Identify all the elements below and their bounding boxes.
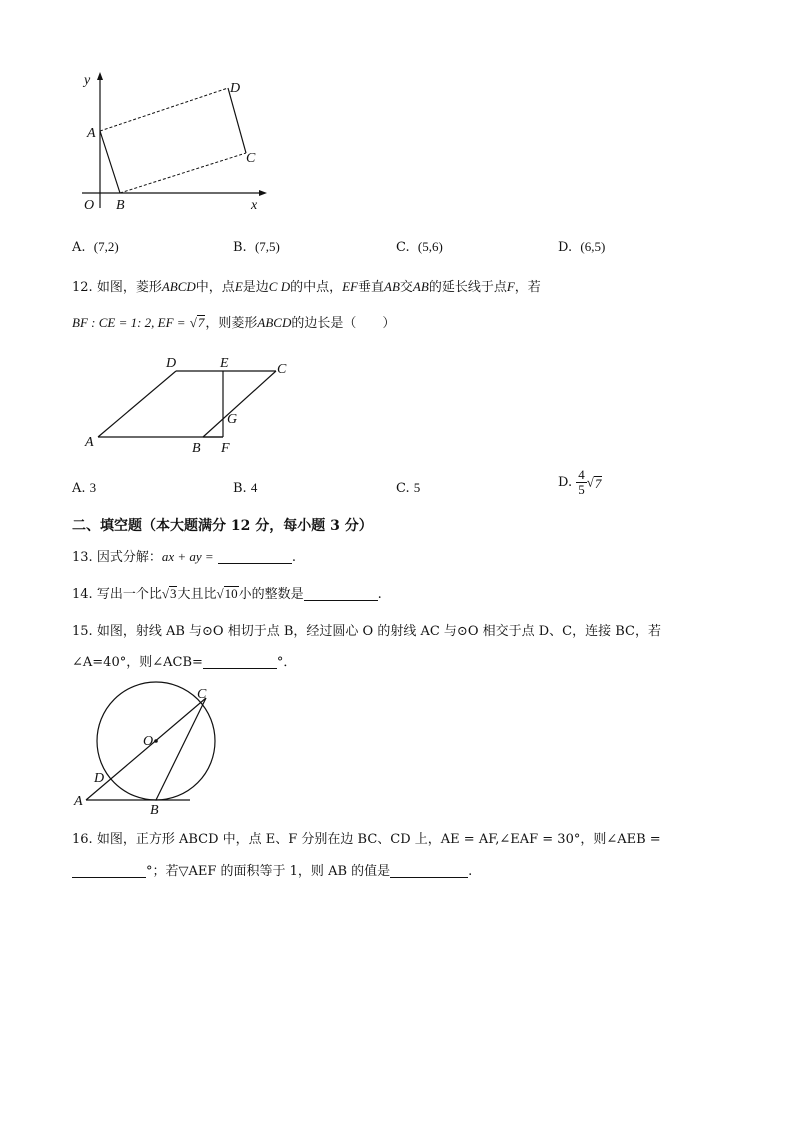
- label-c: C: [197, 687, 207, 702]
- end-punct: .: [291, 550, 296, 565]
- label-a: A: [87, 126, 96, 141]
- q12-text: ABCD: [161, 279, 196, 294]
- label-c: C: [277, 362, 287, 377]
- question-number: 13.: [72, 550, 93, 565]
- sqrt-radicand: 3: [169, 586, 177, 601]
- q16-line1: [72, 828, 661, 847]
- sqrt-sign: √: [586, 474, 594, 490]
- label-f: F: [221, 441, 230, 456]
- q12-text: EF: [342, 279, 358, 294]
- q15-circle-figure: [70, 678, 230, 818]
- q11-option-b[interactable]: [233, 239, 280, 255]
- center-dot: [154, 739, 158, 743]
- q13-expression: ax + ay =: [161, 549, 214, 564]
- sqrt-sign: √: [216, 586, 224, 601]
- question-number: 12.: [72, 280, 93, 295]
- segment-bc: [156, 698, 206, 800]
- option-value: (6,5): [580, 239, 606, 254]
- label-g: G: [227, 412, 238, 427]
- label-b: B: [116, 198, 125, 213]
- question-number: 14.: [72, 587, 93, 602]
- q12-text: 垂直: [358, 280, 385, 295]
- q12-text: E: [234, 279, 243, 294]
- sqrt-sign: √: [161, 586, 169, 601]
- segment-bc: [120, 153, 246, 193]
- option-letter: C.: [396, 481, 410, 496]
- option-value: 4: [250, 480, 258, 495]
- segment-cb: [203, 371, 276, 437]
- label-a: A: [74, 794, 83, 809]
- q14-text: 写出一个比: [96, 587, 162, 602]
- q12-text: 是边: [242, 280, 269, 295]
- x-axis-arrow: [259, 190, 267, 196]
- fraction-denominator: 5: [578, 482, 585, 497]
- q15-text: °．: [276, 655, 297, 670]
- q11-option-a[interactable]: [72, 239, 119, 255]
- q13: [72, 546, 296, 565]
- q16-text: °；若▽AEF 的面积等于 1，则 AB 的值是: [146, 864, 391, 879]
- q12-text: AB: [384, 279, 400, 294]
- q12-option-b[interactable]: [233, 480, 257, 496]
- q12-text: 如图，菱形: [96, 280, 162, 295]
- q16-text: 如图，正方形 ABCD 中，点 E、F 分别在边 BC、CD 上，AE = AF,∠EAF = 30°，则∠AEB =: [96, 832, 661, 847]
- q15-text: ∠A=40°，则∠ACB=: [72, 655, 203, 670]
- q12-option-d[interactable]: [558, 468, 602, 497]
- sqrt-radicand: 10: [224, 586, 238, 601]
- q15-line1: [72, 620, 661, 639]
- label-d: D: [166, 356, 177, 371]
- q14-text: 大且比: [177, 587, 217, 602]
- sqrt-radicand: 7: [594, 475, 602, 491]
- q14-text: 小的整数是: [238, 587, 304, 602]
- label-o: O: [143, 734, 154, 749]
- label-d: D: [94, 771, 105, 786]
- q11-coordinate-figure: [70, 68, 280, 218]
- q12-text: ，则菱形: [205, 316, 258, 331]
- q12-text: 中，点: [195, 280, 235, 295]
- q16-line2: [72, 860, 472, 879]
- answer-blank-1[interactable]: [72, 863, 146, 878]
- answer-blank[interactable]: [218, 549, 292, 564]
- q15-text: 如图，射线 AB 与⊙O 相切于点 B，经过圆心 O 的射线 AC 与⊙O 相交于点 D、C，连接 BC，若: [96, 624, 661, 639]
- label-e: E: [220, 356, 229, 371]
- option-value: 3: [89, 480, 97, 495]
- fraction: [576, 468, 587, 497]
- option-letter: D.: [558, 240, 573, 255]
- label-c: C: [246, 151, 256, 166]
- option-letter: B.: [233, 481, 247, 496]
- option-letter: D.: [558, 475, 573, 490]
- q12-text: 交: [399, 280, 413, 295]
- q12-text: ABCD: [257, 315, 292, 330]
- option-letter: A.: [72, 481, 86, 496]
- q12-text: ，若: [514, 280, 541, 295]
- q12-line1: [72, 276, 541, 295]
- label-o: O: [84, 198, 95, 213]
- answer-blank[interactable]: [304, 586, 378, 601]
- q12-option-c[interactable]: [396, 480, 420, 496]
- end-punct: .: [468, 864, 473, 879]
- q12-rhombus-figure: [80, 352, 300, 457]
- label-a: A: [85, 435, 94, 450]
- option-value: (7,2): [93, 239, 119, 254]
- q12-text: 的延长线于点: [428, 280, 507, 295]
- end-punct: .: [377, 587, 382, 602]
- q11-option-c[interactable]: [396, 239, 443, 255]
- label-b: B: [150, 803, 159, 818]
- label-b: B: [192, 441, 201, 456]
- option-value: 5: [413, 480, 421, 495]
- q12-text: AB: [412, 279, 429, 294]
- option-value: (5,6): [417, 239, 443, 254]
- q12-text: F: [506, 279, 515, 294]
- label-d: D: [230, 81, 241, 96]
- q14: [72, 583, 382, 602]
- q11-option-d[interactable]: [558, 239, 605, 255]
- sqrt-radicand: 7: [197, 315, 205, 330]
- fraction-numerator: 4: [578, 467, 585, 482]
- q13-text: 因式分解：: [96, 550, 162, 565]
- q12-line2: [72, 312, 395, 331]
- question-number: 15.: [72, 624, 93, 639]
- q12-text: 的中点，: [290, 280, 343, 295]
- y-axis-arrow: [97, 72, 103, 80]
- segment-ab: [100, 131, 120, 193]
- option-value: (7,5): [254, 239, 280, 254]
- segment-dc: [228, 88, 246, 153]
- answer-blank[interactable]: [203, 654, 277, 669]
- section-heading: 二、填空题（本大题满分 12 分，每小题 3 分）: [72, 518, 373, 534]
- segment-ad: [100, 88, 228, 131]
- answer-blank-2[interactable]: [390, 863, 468, 878]
- q15-line2: [72, 651, 296, 670]
- q12-text: 的边长是（ ）: [291, 316, 396, 331]
- option-letter: B.: [233, 240, 247, 255]
- q12-condition: BF : CE = 1: 2, EF =: [72, 315, 186, 330]
- label-x: x: [251, 198, 258, 213]
- option-letter: A.: [72, 240, 86, 255]
- sqrt-sign: √: [189, 315, 197, 330]
- segment-ad: [98, 371, 176, 437]
- q12-text: C D: [268, 279, 291, 294]
- option-letter: C.: [396, 240, 410, 255]
- q12-option-a[interactable]: [72, 480, 96, 496]
- label-y: y: [84, 73, 91, 88]
- question-number: 16.: [72, 832, 93, 847]
